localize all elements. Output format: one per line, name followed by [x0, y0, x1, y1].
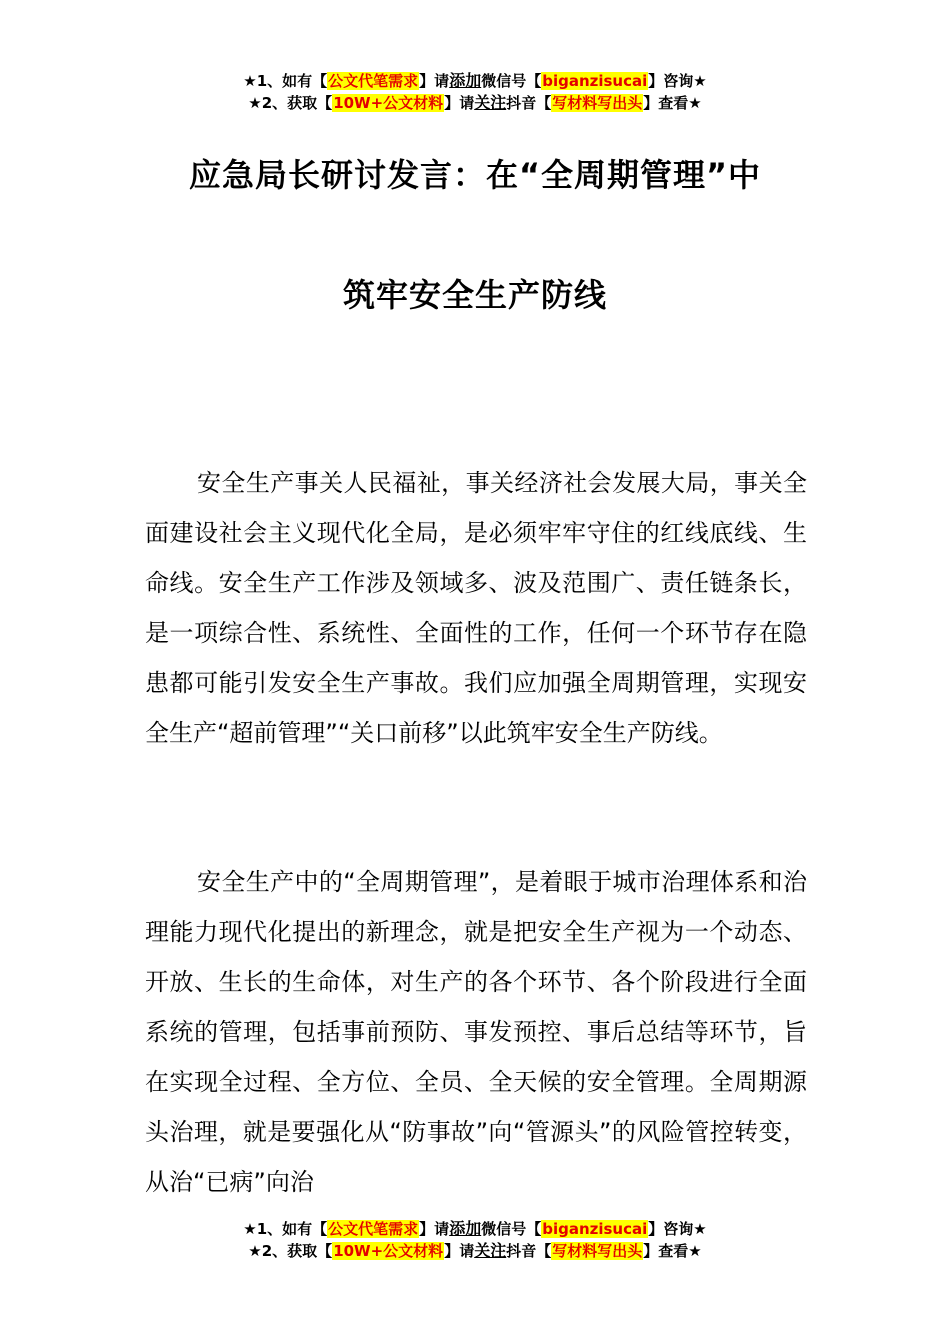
banner-text: 】请 — [419, 72, 450, 90]
document-title-line-1: 应急局长研讨发言：在“全周期管理”中 — [188, 156, 762, 194]
banner-text: 】咨询★ — [648, 72, 707, 90]
banner-text: ★2、获取【 — [248, 94, 333, 112]
underlined-text: 添加 — [449, 71, 482, 90]
banner-text: ★2、获取【 — [248, 1242, 333, 1260]
underlined-text: 关注 — [474, 93, 507, 112]
highlight-text: 公文代笔需求 — [328, 72, 419, 90]
underlined-text: 关注 — [474, 1241, 507, 1260]
highlight-text: 10W+公文材料 — [333, 1242, 444, 1260]
banner-text: 】请 — [444, 94, 475, 112]
banner-text: 】查看★ — [643, 94, 702, 112]
wechat-id: biganzisucai — [542, 1220, 648, 1238]
douyin-account: 写材料写出头 — [552, 94, 643, 112]
douyin-account: 写材料写出头 — [552, 1242, 643, 1260]
banner-text: 】查看★ — [643, 1242, 702, 1260]
banner-text: 微信号【 — [481, 72, 542, 90]
wechat-id: biganzisucai — [542, 72, 648, 90]
banner-text: ★1、如有【 — [243, 1220, 328, 1238]
banner-text: 抖音【 — [506, 1242, 552, 1260]
body-paragraph-2: 安全生产中的“全周期管理”，是着眼于城市治理体系和治理能力现代化提出的新理念，就是把安全生产视为一个动态、开放、生长的生命体，对生产的各个环节、各个阶段进行全面系统的管理，包括事前预防、事发预控、事后总结等环节，旨在实现全过程、全方位、全员、全天候的安全管理。全周期源头治理，就是要强化从“防事故”向“管源头”的风险管控转变，从治“已病”向治 — [145, 868, 807, 1196]
document-title-line-2: 筑牢安全生产防线 — [342, 276, 607, 314]
banner-line-1 — [0, 1218, 950, 1240]
banner-text: 】请 — [419, 1220, 450, 1238]
banner-text: 】咨询★ — [648, 1220, 707, 1238]
underlined-text: 添加 — [449, 1219, 482, 1238]
banner-line-2 — [0, 1240, 950, 1262]
banner-text: 微信号【 — [481, 1220, 542, 1238]
header-banner — [0, 70, 950, 114]
highlight-text: 10W+公文材料 — [333, 94, 444, 112]
banner-text: 抖音【 — [506, 94, 552, 112]
highlight-text: 公文代笔需求 — [328, 1220, 419, 1238]
banner-text: ★1、如有【 — [243, 72, 328, 90]
banner-text: 】请 — [444, 1242, 475, 1260]
body-paragraph-1: 安全生产事关人民福祉，事关经济社会发展大局，事关全面建设社会主义现代化全局，是必须牢牢守住的红线底线、生命线。安全生产工作涉及领域多、波及范围广、责任链条长，是一项综合性、系统性、全面性的工作，任何一个环节存在隐患都可能引发安全生产事故。我们应加强全周期管理，实现安全生产“超前管理”“关口前移”以此筑牢安全生产防线。 — [145, 469, 807, 747]
banner-line-1 — [0, 70, 950, 92]
banner-line-2 — [0, 92, 950, 114]
footer-banner — [0, 1218, 950, 1262]
